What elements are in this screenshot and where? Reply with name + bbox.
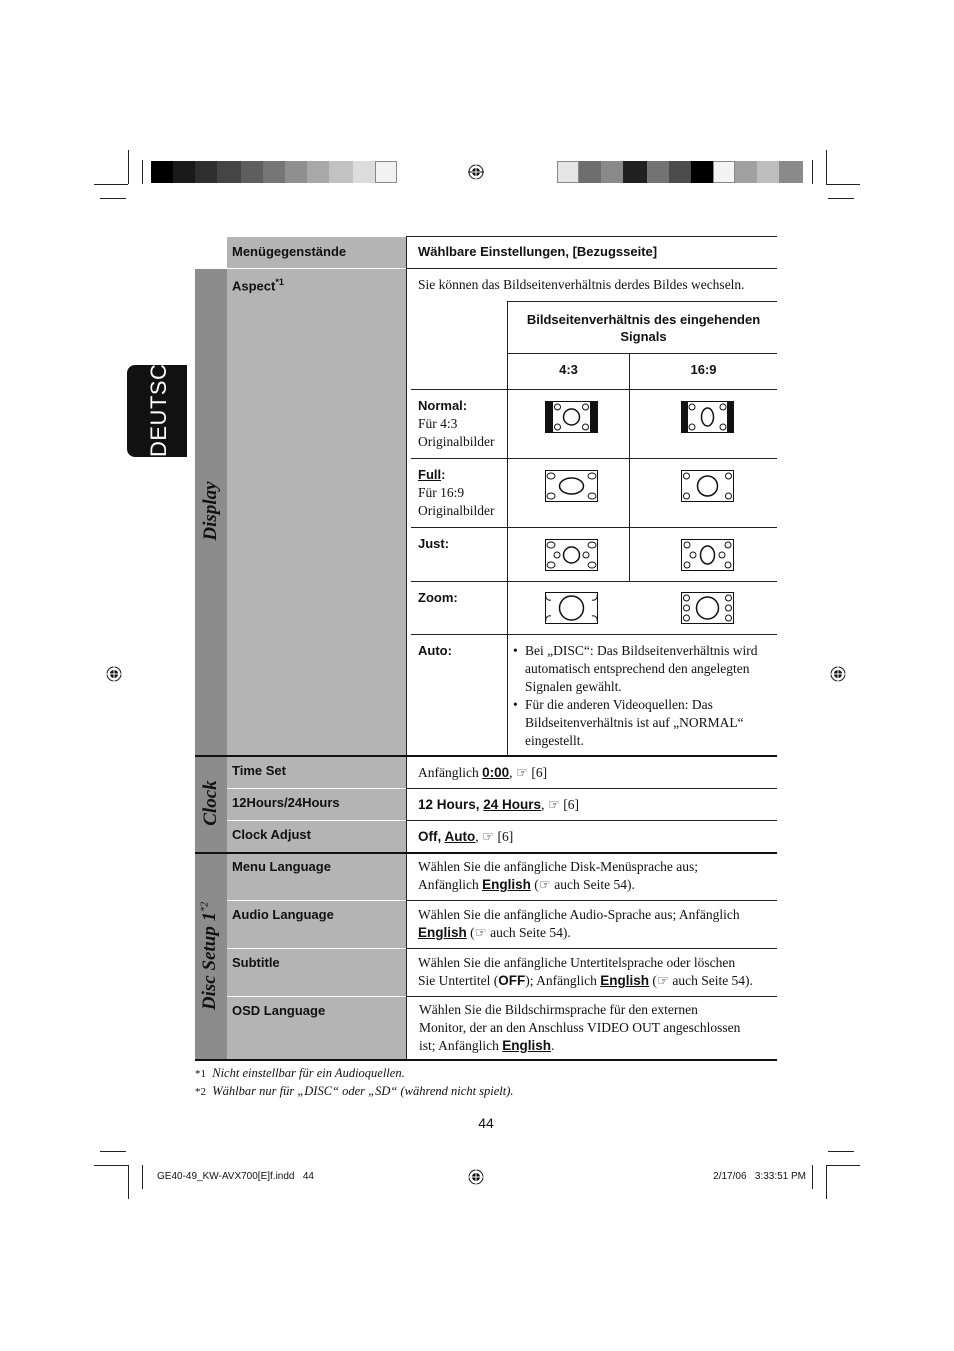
footnote-text: Nicht einstellbar für ein Audioquellen.	[212, 1066, 405, 1080]
default-value: Auto	[444, 829, 476, 844]
page-number: 44	[478, 1115, 494, 1131]
auto-bullets	[513, 642, 775, 750]
crop-mark	[128, 1165, 129, 1199]
crop-mark	[812, 160, 813, 184]
mode-normal-label: Normal:	[418, 398, 468, 413]
table-rule	[411, 581, 777, 582]
text: (☞ auch Seite 54).	[530, 877, 635, 892]
menu-language-desc	[418, 858, 698, 894]
crop-mark	[142, 160, 143, 184]
text: Wählen Sie die anfängliche Disk-Menüsprache aus;	[418, 859, 699, 874]
mode-full-desc2: Originalbilder	[418, 503, 495, 518]
full-4-3-screen-icon	[545, 470, 598, 502]
item-subtitle: Subtitle	[232, 955, 280, 970]
item-time-set: Time Set	[232, 763, 286, 778]
table-rule	[411, 458, 777, 459]
default-value: English	[418, 925, 467, 940]
just-4-3-screen-icon	[545, 539, 598, 571]
item-aspect-label: Aspect	[232, 278, 276, 294]
text: Anfänglich	[418, 877, 483, 892]
header-col-settings: Wählbare Einstellungen, [Bezugsseite]	[418, 244, 658, 259]
footnote-1	[195, 1066, 405, 1081]
text: , ☞ [6]	[509, 765, 548, 780]
item-12-24-hours: 12Hours/24Hours	[232, 795, 340, 810]
label-divider	[227, 948, 406, 949]
crop-mark	[828, 198, 854, 199]
footnote-ref: *2	[199, 901, 211, 912]
crop-mark	[100, 1151, 126, 1152]
crop-mark	[826, 184, 860, 185]
col-4-3: 4:3	[559, 362, 578, 377]
option: OFF	[498, 973, 526, 988]
text: Wählen Sie die anfängliche Audio-Sprache aus; Anfänglich	[418, 907, 740, 922]
auto-bullet: • Für die anderen Videoquellen: Das Bildseitenverhältnis ist auf „NORMAL“ eingestellt.	[513, 696, 775, 750]
crop-mark	[828, 1151, 854, 1152]
footnote-2	[195, 1084, 514, 1099]
registration-mark-icon	[468, 1169, 484, 1185]
label-divider	[227, 820, 406, 821]
normal-4-3-screen-icon	[545, 401, 598, 433]
auto-bullet-text: Für die anderen Videoquellen: Das Bildseitenverhältnis ist auf „NORMAL“ eingestellt.	[525, 697, 744, 748]
table-rule	[411, 634, 777, 635]
registration-mark-icon	[106, 666, 122, 682]
header-col-items: Menügegenstände	[232, 244, 347, 259]
default-value: English	[600, 973, 649, 988]
default-value: English	[482, 877, 531, 892]
text: Wählen Sie die anfängliche Untertitelsprache oder löschen	[418, 955, 736, 970]
crop-mark	[128, 150, 129, 184]
section-label-disc-setup-text: Disc Setup 1	[199, 911, 220, 1011]
text: Wählen Sie die Bildschirmsprache für den externen	[419, 1002, 698, 1017]
slug-timestamp: 2/17/06 3:33:51 PM	[713, 1171, 806, 1182]
crop-mark	[94, 184, 128, 185]
just-16-9-screen-icon	[681, 539, 734, 571]
crop-mark	[826, 1165, 827, 1199]
label-divider	[227, 996, 406, 997]
item-audio-language: Audio Language	[232, 907, 334, 922]
auto-bullet: • Bei „DISC“: Das Bildseitenverhältnis wird automatisch entsprechend den angelegten Signalen gewählt.	[513, 642, 775, 696]
mode-full-label-text: Full	[418, 467, 442, 482]
table-rule	[406, 268, 777, 269]
table-rule	[411, 527, 777, 528]
item-aspect	[232, 277, 284, 293]
section-divider	[195, 852, 777, 854]
clock-adjust-value	[418, 828, 513, 846]
label-divider	[227, 788, 406, 789]
section-divider	[195, 755, 777, 757]
slug-filename: GE40-49_KW-AVX700[E]f.indd 44	[157, 1171, 314, 1182]
label-divider	[227, 900, 406, 901]
text: Sie Untertitel (	[418, 973, 499, 988]
mode-full-label	[418, 467, 445, 482]
normal-16-9-screen-icon	[681, 401, 734, 433]
section-label-disc-setup	[199, 881, 223, 1031]
registration-mark-icon	[830, 666, 846, 682]
mode-full-colon: :	[441, 467, 446, 482]
table-rule	[406, 236, 777, 237]
crop-mark	[812, 1165, 813, 1189]
registration-mark-icon	[468, 164, 484, 180]
zoom-4-3-screen-icon	[545, 592, 598, 624]
text: (☞ auch Seite 54).	[466, 925, 571, 940]
text: ); Anfänglich	[525, 973, 601, 988]
section-divider	[195, 1059, 777, 1061]
zoom-16-9-screen-icon	[681, 592, 734, 624]
footnote-text: Wählbar nur für „DISC“ oder „SD“ (während nicht spielt).	[212, 1084, 514, 1098]
subtitle-desc	[418, 954, 753, 990]
label-column	[227, 269, 406, 1061]
hours-value	[418, 796, 579, 814]
text: (☞ auch Seite 54).	[648, 973, 753, 988]
footnote-ref: *1	[275, 277, 284, 287]
section-label-display: Display	[200, 481, 221, 541]
language-tab-label: DEUTSCH	[146, 347, 171, 457]
text: , ☞ [6]	[475, 829, 514, 844]
footnote-mark: *1	[195, 1068, 206, 1080]
default-value: English	[502, 1038, 552, 1053]
audio-language-desc	[418, 906, 740, 942]
table-rule	[508, 301, 777, 302]
time-set-value	[418, 764, 547, 782]
option: 12 Hours,	[418, 797, 484, 812]
default-value: 24 Hours	[483, 797, 542, 812]
table-rule	[406, 237, 407, 1061]
option: Off,	[418, 829, 445, 844]
text: .	[551, 1038, 555, 1053]
table-rule	[411, 389, 777, 390]
full-16-9-screen-icon	[681, 470, 734, 502]
mode-normal-desc2: Originalbilder	[418, 434, 495, 449]
mode-normal-desc1: Für 4:3	[418, 416, 458, 431]
mode-auto-label: Auto:	[418, 643, 452, 658]
item-menu-language: Menu Language	[232, 859, 331, 874]
item-osd-language: OSD Language	[232, 1003, 326, 1018]
crop-mark	[142, 1165, 143, 1189]
item-clock-adjust: Clock Adjust	[232, 827, 311, 842]
col-16-9: 16:9	[690, 362, 717, 377]
crop-mark	[826, 150, 827, 184]
mode-zoom-label: Zoom:	[418, 590, 458, 605]
language-tab	[127, 347, 187, 457]
mode-just-label: Just:	[418, 536, 450, 551]
table-rule	[508, 353, 777, 354]
table-rule	[629, 353, 630, 581]
crop-mark	[100, 198, 126, 199]
signal-header: Bildseitenverhältnis des eingehenden Signals	[526, 312, 761, 344]
crop-mark	[94, 1165, 128, 1166]
osd-language-desc	[419, 1001, 740, 1055]
text: , ☞ [6]	[541, 797, 580, 812]
section-label-clock: Clock	[200, 780, 221, 826]
text: ist; Anfänglich	[419, 1038, 503, 1053]
text: Monitor, der an den Anschluss VIDEO OUT angeschlossen	[419, 1020, 741, 1035]
footnote-mark: *2	[195, 1086, 206, 1098]
aspect-intro: Sie können das Bildseitenverhältnis derdes Bildes wechseln.	[418, 277, 745, 292]
text: Anfänglich	[418, 765, 483, 780]
auto-bullet-text: Bei „DISC“: Das Bildseitenverhältnis wird automatisch entsprechend den angelegten Signalen gewählt.	[525, 643, 758, 694]
crop-mark	[826, 1165, 860, 1166]
mode-full-desc1: Für 16:9	[418, 485, 465, 500]
default-value: 0:00	[482, 765, 510, 780]
